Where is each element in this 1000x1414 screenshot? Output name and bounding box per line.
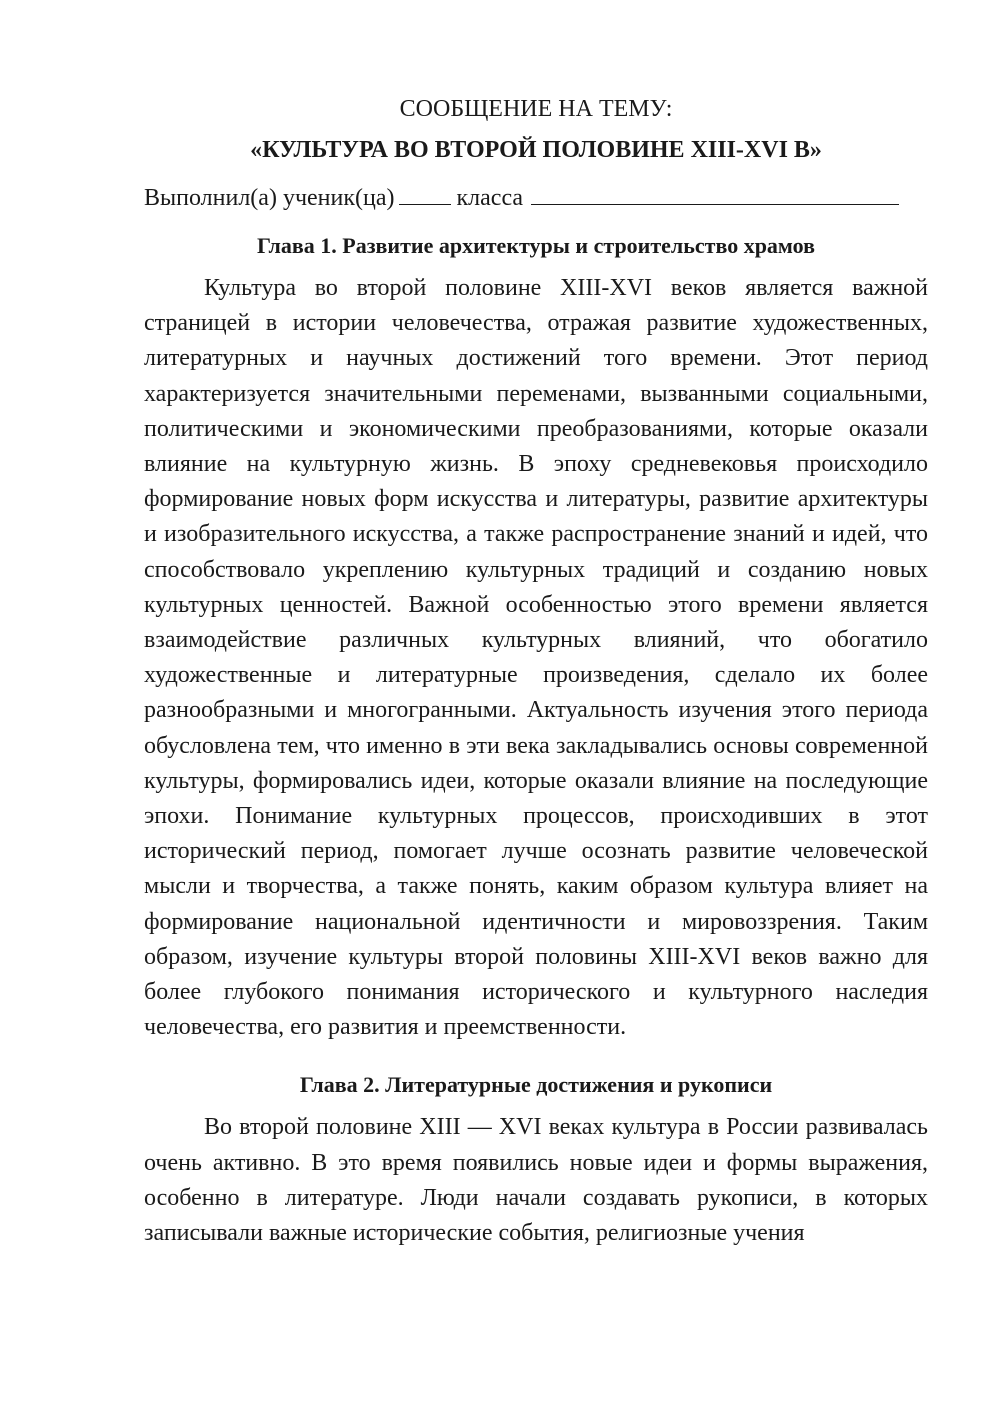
chapter-1-paragraph: Культура во второй половине XIII-XVI веков является важной страницей в истории человечества, отражая развитие художественных, литературных и научных достижений того времени. Этот период характеризуется значительными переменами, вызванными социальными, политическими и экономическими преобразованиями, которые оказали влияние на культурную жизнь. В эпоху средневековья происходило формирование новых форм искусства и литературы, развитие архитектуры и изобразительного искусства, а также распространение знаний и идей, что способствовало укреплению культурных традиций и созданию новых культурных ценностей. Важной особенностью этого времени является взаимодействие различных культурных влияний, что обогатило художественные и литературные произведения, сделало их более разнообразными и многогранными. Актуальность изучения этого периода обусловлена тем, что именно в эти века закладывались основы современной культуры, формировались идеи, которые оказали влияние на последующие эпохи. Понимание культурных процессов, происходивших в этот исторический период, помогает лучше осознать развитие человеческой мысли и творчества, а также понять, каким образом культура влияет на формирование национальной идентичности и мировоззрения. Таким образом, изучение культуры второй половины XIII-XVI веков важно для более глубокого понимания исторического и культурного наследия человечества, его развития и преемственности. [144,275,928,1041]
chapter-1-heading: Глава 1. Развитие архитектуры и строительство храмов [257,233,815,258]
document-title-line-2: «КУЛЬТУРА ВО ВТОРОЙ ПОЛОВИНЕ XIII-XVI В» [250,137,822,163]
class-blank-field[interactable] [531,182,899,205]
grade-blank-field[interactable] [399,182,451,205]
performer-label: Выполнил(а) ученик(ца) [144,185,395,211]
document-title-line-1: СООБЩЕНИЕ НА ТЕМУ: [399,96,673,122]
performer-line [144,181,928,216]
chapter-2-heading: Глава 2. Литературные достижения и рукописи [299,1072,773,1098]
document-page [144,92,928,1251]
class-label: класса [456,185,524,211]
chapter-2-paragraph: Во второй половине XIII — XVI веках культура в России развивалась очень активно. В это время появились новые идеи и формы выражения, особенно в литературе. Люди начали создавать рукописи, в которых записывали важные исторические события, религиозные учения [144,1114,928,1247]
